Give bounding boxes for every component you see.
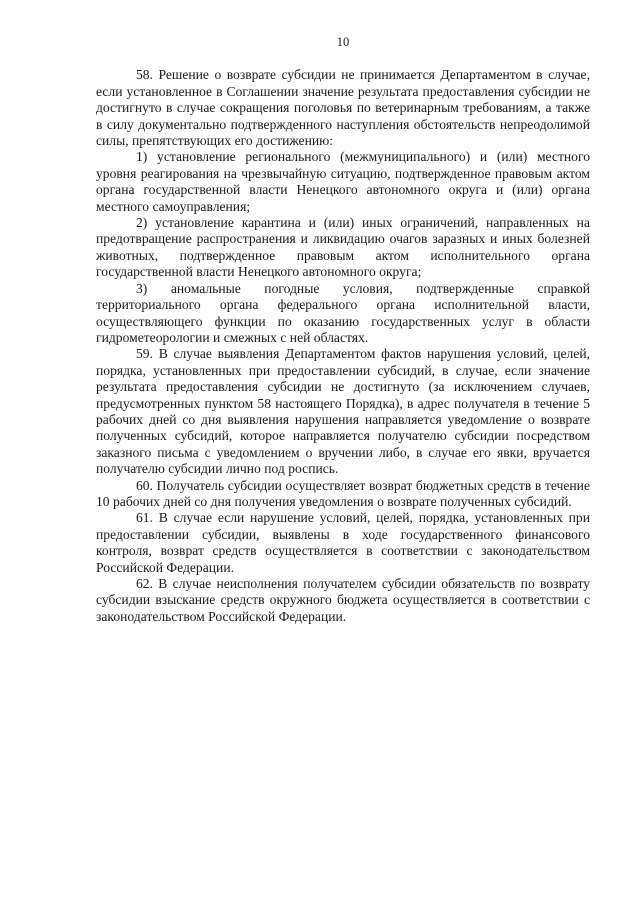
paragraph-61: 61. В случае если нарушение условий, целей, порядка, установленных при предоставлении субсидии, выявлены в ходе государственного финансового контроля, возврат средств осуществляется в соответствии с законодательством Российской Федерации.: [96, 510, 590, 575]
paragraph-60: 60. Получатель субсидии осуществляет возврат бюджетных средств в течение 10 рабочих дней со дня получения уведомления о возврате полученных субсидий.: [96, 477, 590, 509]
paragraph-58-item-1: 1) установление регионального (межмуниципального) и (или) местного уровня реагирования на чрезвычайную ситуацию, подтвержденное правовым актом органа государственной власти Ненецкого автономного округа и (или) органа местного самоуправления;: [96, 149, 590, 214]
document-page: [96, 34, 590, 625]
paragraph-58-item-3: 3) аномальные погодные условия, подтвержденные справкой территориального органа федерального органа исполнительной власти, осуществляющего функции по оказанию государственных услуг в области гидрометеорологии и смежных с ней областях.: [96, 280, 590, 345]
paragraph-58-item-2: 2) установление карантина и (или) иных ограничений, направленных на предотвращение распространения и ликвидацию очагов заразных и иных болезней животных, подтвержденное правовым актом исполнительного органа государственной власти Ненецкого автономного округа;: [96, 215, 590, 280]
paragraph-62: 62. В случае неисполнения получателем субсидии обязательств по возврату субсидии взыскание средств окружного бюджета осуществляется в соответствии с законодательством Российской Федерации.: [96, 576, 590, 624]
page-number: 10: [336, 35, 350, 49]
paragraph-58: 58. Решение о возврате субсидии не принимается Департаментом в случае, если установленное в Соглашении значение результата предоставления субсидии не достигнуто в случае сокращения поголовья по ветеринарным требованиям, а также в силу документально подтвержденного наступления обстоятельств непреодолимой силы, препятствующих его достижению:: [96, 67, 590, 149]
paragraph-59: 59. В случае выявления Департаментом фактов нарушения условий, целей, порядка, установленных при предоставлении субсидий, в случае, если значение результата предоставления субсидии не достигнуто (за исключением случаев, предусмотренных пунктом 58 настоящего Порядка), в адрес получателя в течение 5 рабочих дней со дня выявления нарушения направляется уведомление о возврате полученных субсидий, которое направляется получателю субсидии посредством заказного письма с уведомлением о вручении либо, в случае его явки, вручается получателю субсидии лично под роспись.: [96, 346, 590, 477]
